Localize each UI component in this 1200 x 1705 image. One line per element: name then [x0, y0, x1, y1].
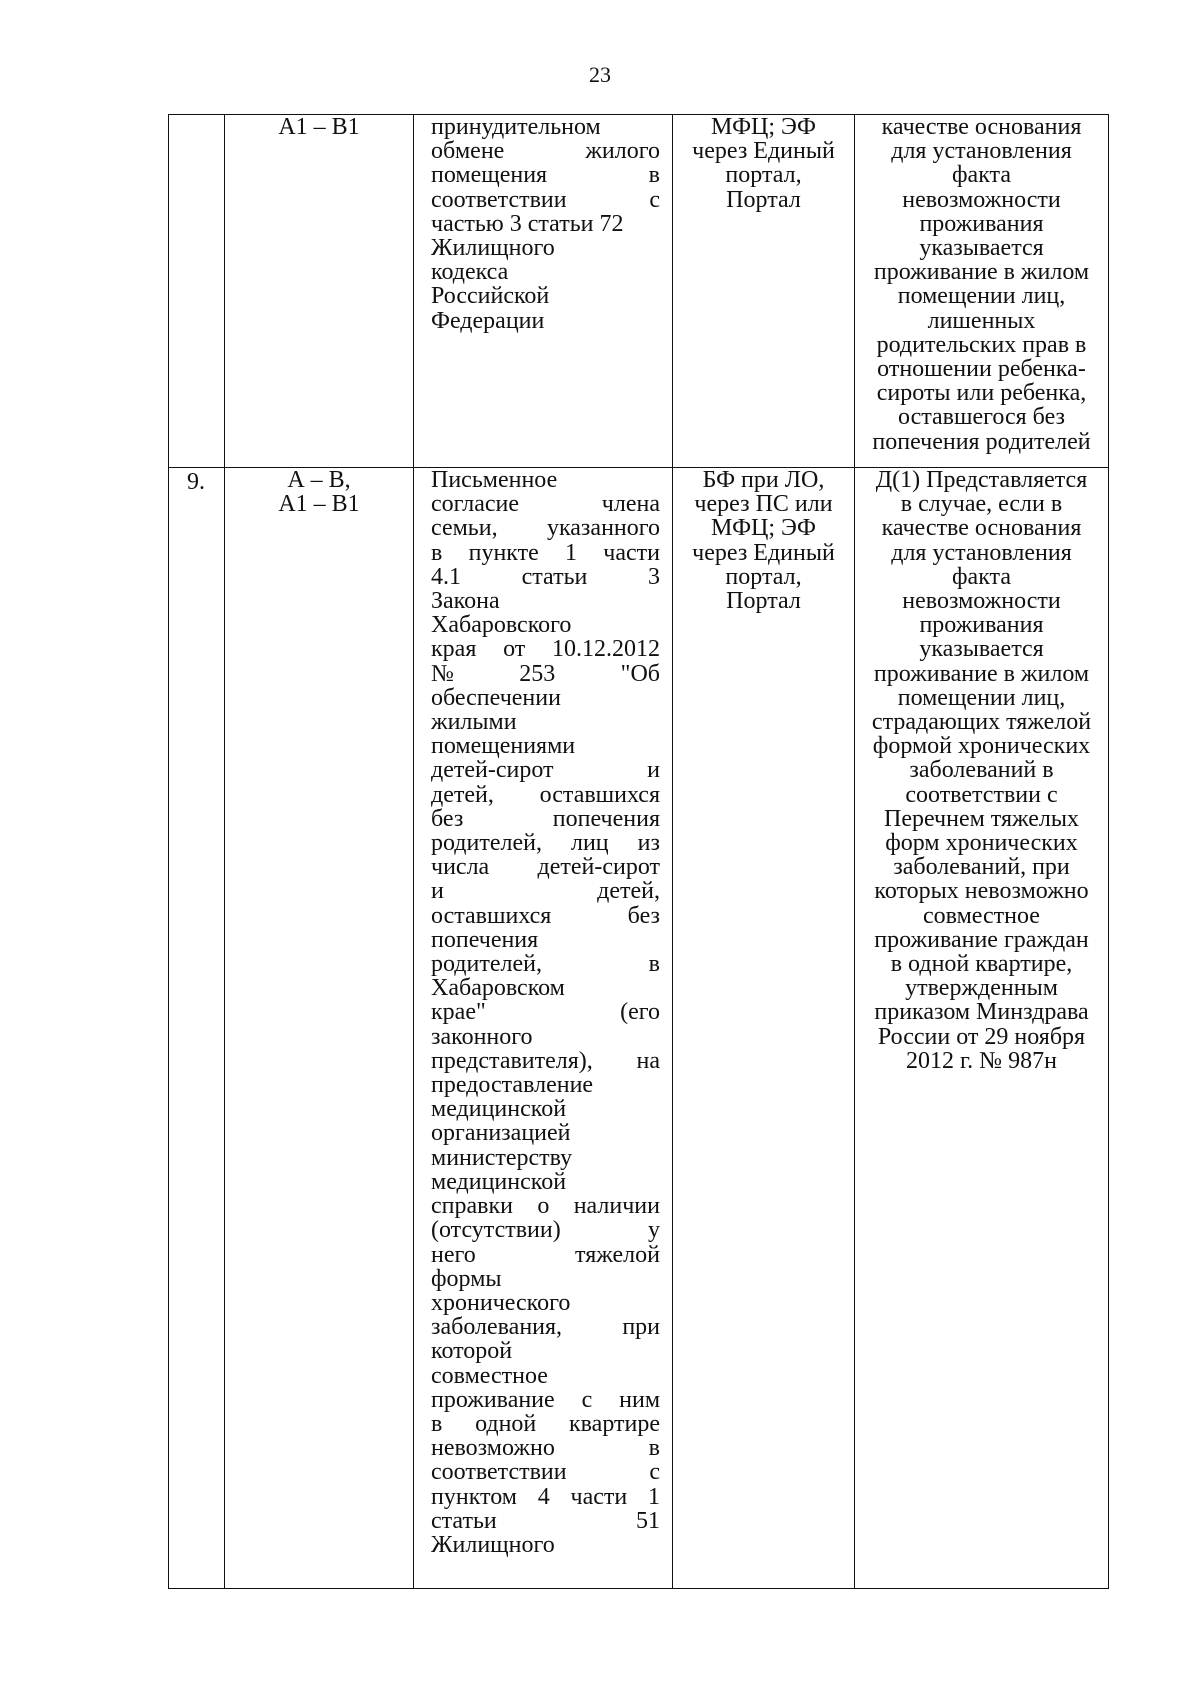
text-line: указывается [919, 636, 1044, 663]
category-text [225, 115, 413, 139]
text-line: кодекса [431, 259, 509, 286]
note-text [855, 115, 1108, 454]
word: (отсутствии) [431, 1217, 561, 1244]
category-cell [225, 468, 414, 1589]
word: крае" [431, 999, 486, 1026]
text-line [431, 1218, 660, 1242]
text-line: в случае, если в [900, 491, 1063, 518]
text-line: попечения родителей [872, 428, 1091, 455]
note-text [855, 468, 1108, 1073]
text-line: медицинской [431, 1096, 567, 1123]
word: квартире [569, 1410, 660, 1437]
text-line: утвержденным [905, 975, 1058, 1002]
word: соответствии [431, 186, 567, 213]
text-line: указывается [919, 235, 1044, 262]
text-line: сироты или ребенка, [876, 380, 1087, 407]
word: от [503, 636, 526, 663]
row-number-cell [169, 115, 225, 468]
word: родителей, [431, 951, 542, 978]
row-number: 9. [187, 469, 205, 495]
text-line: проживания [919, 210, 1044, 237]
text-line: заболеваний в [909, 757, 1054, 784]
text-line [431, 1412, 660, 1436]
text-line [431, 662, 660, 686]
word: с [649, 186, 660, 213]
text-line: Жилищного [431, 235, 555, 262]
word: детей-сирот [537, 854, 660, 881]
text-line [431, 1194, 660, 1218]
text-line [431, 1509, 660, 1533]
text-line [431, 541, 660, 565]
word: жилого [585, 138, 660, 165]
text-line: страдающих тяжелой [871, 709, 1092, 736]
text-line: через Единый [692, 138, 835, 165]
text-line: принудительном [431, 114, 601, 140]
text-line: помещении лиц, [897, 283, 1066, 310]
text-line: невозможности [902, 588, 1061, 615]
word: с [649, 1459, 660, 1486]
word: проживание [431, 1386, 555, 1413]
word: 51 [636, 1507, 660, 1534]
note-cell [855, 115, 1109, 468]
word: в [431, 1410, 443, 1437]
word: в [648, 951, 660, 978]
text-line: формы [431, 1265, 502, 1292]
text-line: лишенных [927, 307, 1036, 334]
text-line: А1 – В1 [278, 114, 360, 140]
submission-text [673, 468, 854, 613]
word: помещения [431, 162, 548, 189]
word: из [637, 830, 660, 857]
word: и [647, 757, 660, 784]
text-line: частью 3 статьи 72 [431, 210, 624, 237]
text-line [431, 807, 660, 831]
text-line: портал, [725, 563, 802, 590]
word: в [648, 162, 660, 189]
word: попечения [552, 805, 660, 832]
text-line: оставшегося без [897, 404, 1065, 431]
text-line: жилыми [431, 709, 517, 736]
text-line: законного [431, 1023, 533, 1050]
text-line [431, 904, 660, 928]
document-cell [414, 468, 673, 1589]
text-line [431, 1000, 660, 1024]
word: части [570, 1483, 628, 1510]
word: оставшихся [431, 902, 552, 929]
text-line: через ПС или [694, 491, 833, 518]
word: тяжелой [575, 1241, 660, 1268]
text-line [431, 163, 660, 187]
text-line: Жилищного [431, 1531, 555, 1558]
word: края [431, 636, 477, 663]
text-line [431, 831, 660, 855]
text-line [431, 1049, 660, 1073]
word: него [431, 1241, 476, 1268]
text-line [431, 1243, 660, 1267]
text-line: заболеваний, при [893, 854, 1070, 881]
row-number [169, 115, 224, 117]
text-line: для установления [891, 138, 1072, 165]
text-line: МФЦ; ЭФ [711, 114, 816, 140]
word: детей, [431, 781, 494, 808]
text-line: формой хронических [872, 733, 1091, 760]
text-line: А – В, [287, 467, 351, 493]
text-line: обеспечении [431, 684, 561, 711]
text-line: через Единый [692, 539, 835, 566]
category-text [225, 468, 413, 516]
text-line: медицинской [431, 1168, 567, 1195]
text-line [431, 879, 660, 903]
text-line: родительских прав в [876, 331, 1087, 358]
document-cell [414, 115, 673, 468]
category-cell [225, 115, 414, 468]
word: и [431, 878, 444, 905]
word: "Об [620, 660, 660, 687]
text-line: Портал [726, 186, 801, 213]
table-row [169, 468, 1109, 1589]
text-line: хронического [431, 1289, 571, 1316]
text-line [431, 1460, 660, 1484]
text-line: МФЦ; ЭФ [711, 515, 816, 542]
word: на [636, 1047, 660, 1074]
text-line [431, 1485, 660, 1509]
word: родителей, [431, 830, 542, 857]
submission-text [673, 115, 854, 212]
text-line: соответствии с [905, 781, 1058, 808]
text-line: Хабаровском [431, 975, 565, 1002]
text-line: Закона [431, 588, 500, 615]
word: одной [475, 1410, 537, 1437]
word: без [431, 805, 464, 832]
text-line [431, 139, 660, 163]
text-line: в одной квартире, [890, 951, 1073, 978]
text-line: которой [431, 1338, 513, 1365]
text-line: Российской [431, 283, 550, 310]
text-line: проживание в жилом [873, 660, 1090, 687]
text-line: факта [952, 563, 1011, 590]
text-line: невозможности [902, 186, 1061, 213]
text-line: для установления [891, 539, 1072, 566]
page-number: 23 [589, 62, 611, 87]
document-text [414, 115, 672, 333]
text-line: России от 29 ноября [877, 1023, 1086, 1050]
text-line: Портал [726, 588, 801, 615]
word: соответствии [431, 1459, 567, 1486]
text-line: Д(1) Представляется [875, 467, 1088, 493]
text-line: качестве основания [881, 515, 1082, 542]
note-cell [855, 468, 1109, 1589]
text-line: помещении лиц, [897, 684, 1066, 711]
word: (его [620, 999, 660, 1026]
text-line [431, 952, 660, 976]
word: заболевания, [431, 1314, 563, 1341]
word: согласие [431, 491, 520, 518]
text-line: А1 – В1 [278, 491, 360, 518]
text-line: приказом Минздрава [874, 999, 1089, 1026]
text-line: Хабаровского [431, 612, 572, 639]
submission-cell [673, 115, 855, 468]
text-line [431, 783, 660, 807]
text-line: совместное [923, 902, 1040, 929]
word: лиц [570, 830, 609, 857]
word: с [581, 1386, 593, 1413]
word: о [537, 1193, 550, 1220]
text-line: Письменное [431, 467, 558, 493]
text-line [431, 637, 660, 661]
text-line [431, 855, 660, 879]
word: ним [619, 1386, 660, 1413]
text-line [431, 565, 660, 589]
text-line [431, 1315, 660, 1339]
text-line [431, 516, 660, 540]
word: без [627, 902, 660, 929]
word: справки [431, 1193, 513, 1220]
word: числа [431, 854, 490, 881]
text-line: министерству [431, 1144, 573, 1171]
word: указанного [546, 515, 660, 542]
word: 10.12.2012 [552, 636, 660, 663]
word: 1 [648, 1483, 660, 1510]
word: оставшихся [539, 781, 660, 808]
document-text [414, 468, 672, 1557]
word: в [648, 1435, 660, 1462]
requirements-table [168, 114, 1109, 1589]
word: 4 [537, 1483, 550, 1510]
word: № [431, 660, 454, 687]
word: у [648, 1217, 660, 1244]
word: 1 [565, 539, 578, 566]
text-line: совместное [431, 1362, 548, 1389]
word: детей-сирот [431, 757, 554, 784]
word: пунктом [431, 1483, 517, 1510]
text-line: проживания [919, 612, 1044, 639]
word: 4.1 [431, 563, 461, 590]
text-line [431, 188, 660, 212]
text-line: факта [952, 162, 1011, 189]
text-line [431, 492, 660, 516]
text-line: качестве основания [881, 114, 1082, 140]
word: пункте [468, 539, 539, 566]
text-line: БФ при ЛО, [702, 467, 825, 493]
word: обмене [431, 138, 505, 165]
row-number-cell [169, 468, 225, 1589]
word: части [603, 539, 660, 566]
text-line: Федерации [431, 307, 545, 334]
word: семьи, [431, 515, 498, 542]
word: детей, [597, 878, 660, 905]
word: представителя), [431, 1047, 593, 1074]
text-line: которых невозможно [874, 878, 1089, 905]
text-line: портал, [725, 162, 802, 189]
word: 3 [648, 563, 660, 590]
text-line: Перечнем тяжелых [883, 805, 1080, 832]
text-line [431, 1436, 660, 1460]
word: члена [601, 491, 660, 518]
word: наличии [573, 1193, 660, 1220]
text-line: попечения [431, 926, 539, 953]
word: невозможно [431, 1435, 555, 1462]
submission-cell [673, 468, 855, 1589]
text-line: проживание в жилом [873, 259, 1090, 286]
text-line: отношении ребенка- [877, 356, 1086, 383]
word: при [622, 1314, 660, 1341]
text-line [431, 1388, 660, 1412]
text-line: форм хронических [885, 830, 1078, 857]
text-line: 2012 г. № 987н [906, 1047, 1057, 1074]
text-line: помещениями [431, 733, 576, 760]
text-line [431, 758, 660, 782]
text-line: организацией [431, 1120, 571, 1147]
word: в [431, 539, 443, 566]
text-line: предоставление [431, 1072, 594, 1099]
word: статьи [431, 1507, 497, 1534]
word: 253 [519, 660, 556, 687]
table-row [169, 115, 1109, 468]
text-line: проживание граждан [874, 926, 1089, 953]
word: статьи [521, 563, 588, 590]
